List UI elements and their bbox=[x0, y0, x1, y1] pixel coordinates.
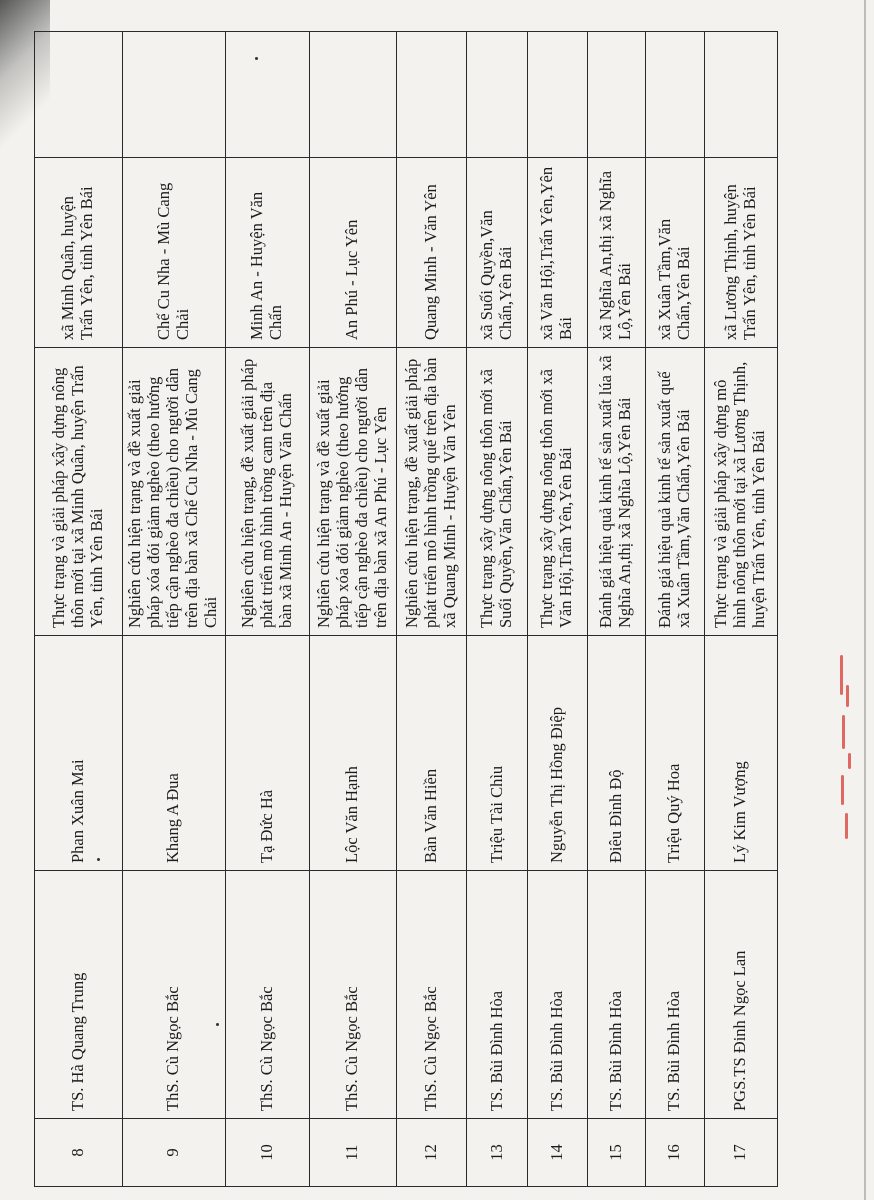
rotated-page bbox=[34, 32, 778, 1187]
notes-cell bbox=[122, 32, 226, 158]
table-row bbox=[645, 32, 704, 1187]
location: An Phú - Lục Yên bbox=[309, 158, 397, 348]
supervisor-name: PGS.TS Đinh Ngọc Lan bbox=[704, 871, 777, 1119]
thesis-topic: Thực trạng và giải pháp xây dựng nông thôn mới tại xã Minh Quân, huyện Trấn Yên, tỉnh Yên Bái bbox=[35, 348, 123, 636]
notes-cell bbox=[467, 32, 527, 158]
supervisor-name: TS. Bùi Đình Hòa bbox=[527, 871, 587, 1119]
notes-cell bbox=[35, 32, 123, 158]
table-row bbox=[467, 32, 527, 1187]
row-number: 11 bbox=[309, 1119, 397, 1187]
location: Chế Cu Nha - Mù Cang Chải bbox=[122, 158, 226, 348]
row-number: 13 bbox=[467, 1119, 527, 1187]
table-body bbox=[35, 32, 778, 1187]
supervisor-name: TS. Bùi Đình Hòa bbox=[467, 871, 527, 1119]
location: Quang Minh - Văn Yên bbox=[397, 158, 467, 348]
supervisor-name: TS. Bùi Đình Hòa bbox=[645, 871, 704, 1119]
thesis-topic: Nghiên cứu hiện trạng và đề xuất giải pháp xóa đói giảm nghèo (theo hướng tiếp cận nghèo đa chiều) cho người dân trên địa bàn xã An Phú - Lục Yên bbox=[309, 348, 397, 636]
notes-cell bbox=[309, 32, 397, 158]
table-row bbox=[587, 32, 645, 1187]
location: xã Văn Hội,Trấn Yên,Yên Bái bbox=[527, 158, 587, 348]
stray-dot bbox=[216, 1023, 219, 1026]
row-number: 14 bbox=[527, 1119, 587, 1187]
supervisor-name: TS. Bùi Đình Hòa bbox=[587, 871, 645, 1119]
thesis-topic: Nghiên cứu hiện trạng, đề xuất giải pháp phát triển mô hình trồng quế trên địa bàn xã Quang Minh - Huyện Văn Yên bbox=[397, 348, 467, 636]
thesis-topic: Thực trạng và giải pháp xây dựng mô hình nông thôn mới tại xã Lương Thịnh, huyện Trấn Yên, tỉnh Yên Bái bbox=[704, 348, 777, 636]
notes-cell bbox=[587, 32, 645, 158]
table-row bbox=[397, 32, 467, 1187]
notes-cell bbox=[226, 32, 309, 158]
row-number: 10 bbox=[226, 1119, 309, 1187]
student-name: Tạ Đức Hà bbox=[226, 636, 309, 871]
student-name: Triệu Quý Hoa bbox=[645, 636, 704, 871]
supervisor-name: TS. Hà Quang Trung bbox=[35, 871, 123, 1119]
thesis-table bbox=[34, 31, 778, 1187]
notes-cell bbox=[397, 32, 467, 158]
student-name: Nguyễn Thị Hồng Điệp bbox=[527, 636, 587, 871]
location: xã Suối Quyền,Văn Chấn,Yên Bái bbox=[467, 158, 527, 348]
table-row bbox=[527, 32, 587, 1187]
thesis-topic: Thực trạng xây dựng nông thôn mới xã Suối Quyền,Văn Chấn,Yên Bái bbox=[467, 348, 527, 636]
supervisor-name: ThS. Cù Ngọc Bắc bbox=[122, 871, 226, 1119]
location: xã Lương Thịnh, huyện Trấn Yên, tỉnh Yên Bái bbox=[704, 158, 777, 348]
student-name: Lý Kim Vượng bbox=[704, 636, 777, 871]
table-row bbox=[309, 32, 397, 1187]
row-number: 8 bbox=[35, 1119, 123, 1187]
thesis-topic: Thực trạng xây dựng nông thôn mới xã Văn Hội,Trấn Yên,Yên Bái bbox=[527, 348, 587, 636]
student-name: Điêu Đình Độ bbox=[587, 636, 645, 871]
notes-cell bbox=[527, 32, 587, 158]
location: xã Xuân Tầm,Văn Chấn,Yên Bái bbox=[645, 158, 704, 348]
page-edge bbox=[864, 0, 866, 1200]
location: xã Nghĩa An,thị xã Nghĩa Lộ,Yên Bái bbox=[587, 158, 645, 348]
stray-dot bbox=[97, 858, 100, 861]
student-name: Phan Xuân Mai bbox=[35, 636, 123, 871]
supervisor-name: ThS. Cù Ngọc Bắc bbox=[309, 871, 397, 1119]
table-row bbox=[35, 32, 123, 1187]
supervisor-name: ThS. Cù Ngọc Bắc bbox=[226, 871, 309, 1119]
student-name: Triệu Tài Chìu bbox=[467, 636, 527, 871]
location: xã Minh Quân, huyện Trấn Yên, tỉnh Yên Bái bbox=[35, 158, 123, 348]
table-row bbox=[704, 32, 777, 1187]
supervisor-name: ThS. Cù Ngọc Bắc bbox=[397, 871, 467, 1119]
red-stamp-mark bbox=[836, 655, 862, 845]
row-number: 16 bbox=[645, 1119, 704, 1187]
notes-cell bbox=[645, 32, 704, 158]
student-name: Bàn Văn Hiền bbox=[397, 636, 467, 871]
row-number: 17 bbox=[704, 1119, 777, 1187]
thesis-topic: Nghiên cứu hiện trạng và đề xuất giải pháp xóa đói giảm nghèo (theo hướng tiếp cận nghèo đa chiều) cho người dân trên địa bàn xã Chế Cu Nha - Mù Cang Chải bbox=[122, 348, 226, 636]
thesis-topic: Đánh giá hiệu quả kinh tế sản xuất quế xã Xuân Tầm,Văn Chấn,Yên Bái bbox=[645, 348, 704, 636]
table-row bbox=[226, 32, 309, 1187]
row-number: 9 bbox=[122, 1119, 226, 1187]
location: Minh An - Huyện Văn Chấn bbox=[226, 158, 309, 348]
stray-dot bbox=[255, 57, 258, 60]
row-number: 12 bbox=[397, 1119, 467, 1187]
row-number: 15 bbox=[587, 1119, 645, 1187]
student-name: Khang A Đua bbox=[122, 636, 226, 871]
notes-cell bbox=[704, 32, 777, 158]
table-row bbox=[122, 32, 226, 1187]
student-name: Lộc Văn Hạnh bbox=[309, 636, 397, 871]
thesis-topic: Nghiên cứu hiện trạng, đề xuất giải pháp phát triển mô hình trồng cam trên địa bàn xã Minh An - Huyện Văn Chấn bbox=[226, 348, 309, 636]
thesis-topic: Đánh giá hiệu quả kinh tế sản xuất lúa xã Nghĩa An,thị xã Nghĩa Lộ,Yên Bái bbox=[587, 348, 645, 636]
